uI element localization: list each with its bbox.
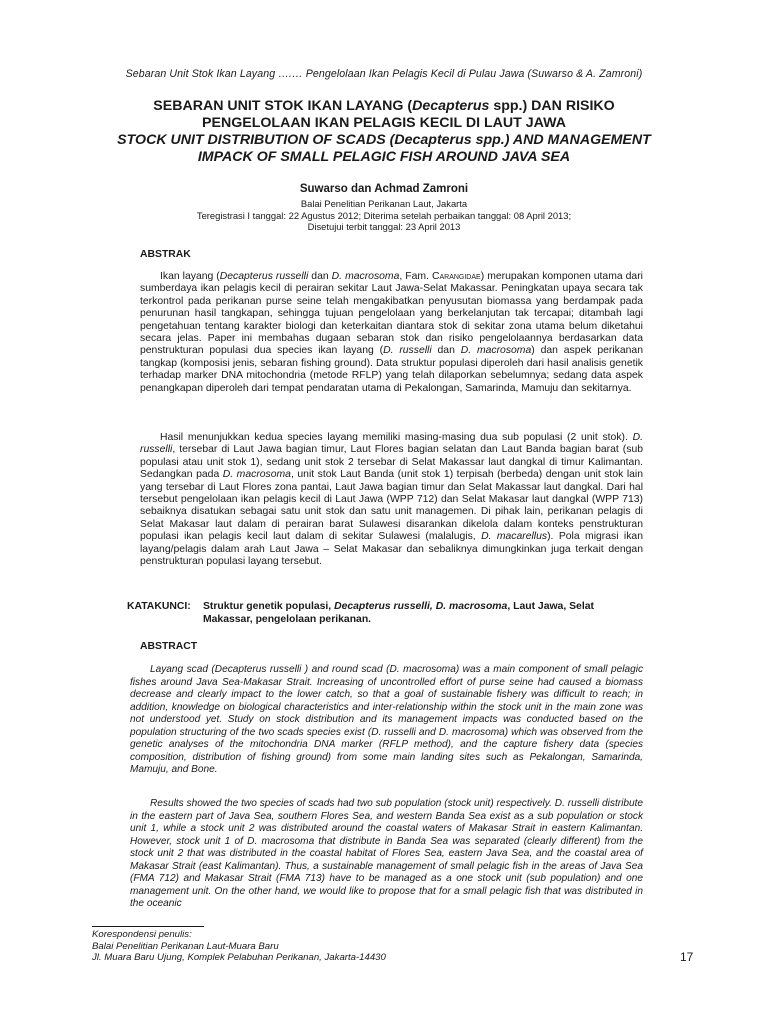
family-name: Carangidae (431, 271, 481, 282)
footnote-line2: Jl. Muara Baru Ujung, Komplek Pelabuhan Perikanan, Jakarta-14430 (92, 952, 386, 963)
title-id-line2: PENGELOLAAN IKAN PELAGIS KECIL DI LAUT JAWA (202, 115, 566, 131)
abstract-heading: ABSTRACT (140, 641, 198, 652)
text-run: dan (431, 345, 461, 357)
title-english (80, 132, 688, 166)
species-name: Decapterus russelli, D. macrosoma (334, 601, 508, 612)
species-name: D. macarellus (481, 531, 548, 543)
institution: Balai Penelitian Perikanan Laut, Jakarta (300, 198, 468, 209)
title-id-line1-post: spp.) DAN RISIKO (489, 98, 615, 114)
text-run: Ikan layang ( (160, 271, 220, 282)
footnote (92, 929, 386, 964)
dates-line1: Teregistrasi I tanggal: 22 Agustus 2012; Diterima setelah perbaikan tanggal: 08 April 2013; (196, 209, 572, 221)
species-name: D. macrosoma (460, 345, 532, 357)
species-name: D. macrosoma (331, 271, 400, 282)
text-run: , unit stok Laut Banda (unit stok 1) terpisah (berbeda) dengan unit stok lain yang tersebar di Laut Flores zona pantai, Laut Jawa bagian timur dan Selat Makassar laut dangkal. Dari hal tersebut pengelolaan ikan pelagis kecil di Laut Jawa (WPP 712) dan Selat Makasar laut dangkal (WPP 713) sebaiknya disatukan sebagai satu unit stok dan satu unit managemen. Di pihak lain, perikanan pelagis di Selat Makasar laut dalam di perairan barat Sulawesi disarankan dikelola dalam konteks penstrukturan populasi ikan pelagis kecil laut dalam di sekitar Sulawesi (malalugis, (140, 469, 643, 543)
footnote-label: Korespondensi penulis: (92, 929, 192, 940)
text-run: , tersebar di Laut Jawa bagian timur, Laut Flores bagian selatan dan Laut Banda bagian barat (sub populasi atau unit stok 1), sedang unit stok 2 tersebar di Selat Makassar laut dangkal di timur Kalimantan. Sedangkan pada (140, 444, 643, 481)
title-en-line1: STOCK UNIT DISTRIBUTION OF SCADS (Decapterus spp.) AND MANAGEMENT (117, 132, 651, 148)
text-run: , Fam. (399, 271, 432, 282)
text-run: , Laut Jawa, Selat Makassar, pengelolaan perikanan. (203, 601, 594, 625)
abstract-paragraph-1: Layang scad (Decapterus russelli ) and round scad (D. macrosoma) was a main component of small pelagic fishes around Java Sea-Makasar Strait. Increasing of uncontrolled effort of purse seine had caused a biomass decrease and clearly impact to the lower catch, so that a goal of sustainable fishery was difficult to reach; in addition, knowledge on biological characteristics and inter-relationship within the stock unit in the main zone was not understood yet. Study on stock distribution and its management impacts was conducted based on the population structuring of the two scads species exist (D. russelli and D. macrosoma) which was observed from the genetic analyses of the mitochondria DNA marker (RFLP method), and the capture fishery data (species composition, distribution of fishing ground) from some main landing sites such as Pekalongan, Samarinda, Mamuju, and Bone. (130, 664, 643, 775)
authors: Suwarso dan Achmad Zamroni (299, 183, 469, 195)
footnote-rule (92, 926, 204, 927)
species-name: D. russelli (140, 432, 643, 456)
footnote-line1: Balai Penelitian Perikanan Laut-Muara Baru (92, 940, 279, 952)
text-run: Struktur genetik populasi, (203, 601, 335, 612)
text-run: Hasil menunjukkan kedua species layang memiliki masing-masing dua sub populasi (2 unit stok). (160, 432, 633, 443)
keywords-label: KATAKUNCI: (127, 601, 191, 612)
abstract-paragraph-2: Results showed the two species of scads had two sub population (stock unit) respectively. D. russelli distribute in the eastern part of Java Sea, southern Flores Sea, and western Banda Sea exist as a sub population or stock unit 1, while a stock unit 2 was distributed around the coastal waters of Makasar Strait in eastern Kalimantan. However, stock unit 1 of D. macrosoma that distribute in Banda Sea was separated (clearly different) from the stock unit 2 that was distributed in the coastal habitat of Flores Sea, eastern Java Sea, and the coastal area of Makasar Strait (east Kalimantan). Thus, a sustainable management of small pelagic fish in the areas of Java Sea (FMA 712) and Makasar Strait (FMA 713) have to be managed as a one stock unit (sub population) and one management unit. On the other hand, we would like to propose that for a small pelagic fish that was distributed in the oceanic (130, 798, 643, 909)
dates-line2: Disetujui terbit tanggal: 23 April 2013 (307, 221, 461, 232)
text-run: ) dan aspek perikanan tangkap (komposisi jenis, sebaran fishing ground). Data struktur populasi diperoleh dari hasil analisis genetik terhadap marker DNA mitochondria (metode RFLP) yang telah dilaporkan sebelumnya; sedang data aspek penangkapan diperoleh dari tempat pendaratan utama di Pekalongan, Samarinda, Mamuju dan sekitarnya. (140, 345, 643, 394)
running-header: Sebaran Unit Stok Ikan Layang ….… Pengelolaan Ikan Pelagis Kecil di Pulau Jawa (Suwarso & A. Zamroni) (125, 68, 643, 80)
keywords-text (203, 601, 643, 626)
text-run: ). Pola migrasi ikan layang/pelagis dalam arah Laut Jawa – Selat Makasar dan sebaliknya dimungkinkan juga terkait dengan penstrukturan populasi layang tersebut. (140, 531, 643, 568)
species-name: D. macrosoma (222, 469, 291, 481)
species-name: Decapterus russelli (219, 271, 309, 282)
species-name: D. russelli (383, 345, 432, 357)
title-id-species: Decapterus (412, 98, 490, 114)
title-id-line1-pre: SEBARAN UNIT STOK IKAN LAYANG ( (153, 98, 413, 114)
affiliation (0, 198, 768, 233)
title-en-line2: IMPACK OF SMALL PELAGIC FISH AROUND JAVA SEA (197, 149, 571, 165)
abstrak-paragraph-2 (140, 432, 643, 568)
abstrak-paragraph-1 (140, 271, 643, 395)
title-block (80, 98, 688, 166)
text-run: ) merupakan komponen utama dari sumberdaya ikan pelagis kecil di perairan sekitar Laut Jawa-Selat Makassar. Peningkatan upaya secara tak terkontrol pada perikanan purse seine telah mengakibatkan penyusutan biomassa yang berdampak pada penurunan hasil tangkapan, sehingga tujuan pengelolaan yang berkelanjutan tak tercapai; ditambah lagi pengetahuan tentang karakter biologi dan keterkaitan diantara stok di sekitar zona utama belum diketahui secara jelas. Paper ini membahas dugaan sebaran stok dan risiko pengelolaannya berdasarkan data penstrukturan populasi dua species ikan layang ( (140, 271, 643, 357)
page-number: 17 (680, 950, 694, 964)
abstrak-heading: ABSTRAK (140, 249, 191, 260)
text-run: dan (308, 271, 332, 282)
title-indonesian (80, 98, 688, 132)
